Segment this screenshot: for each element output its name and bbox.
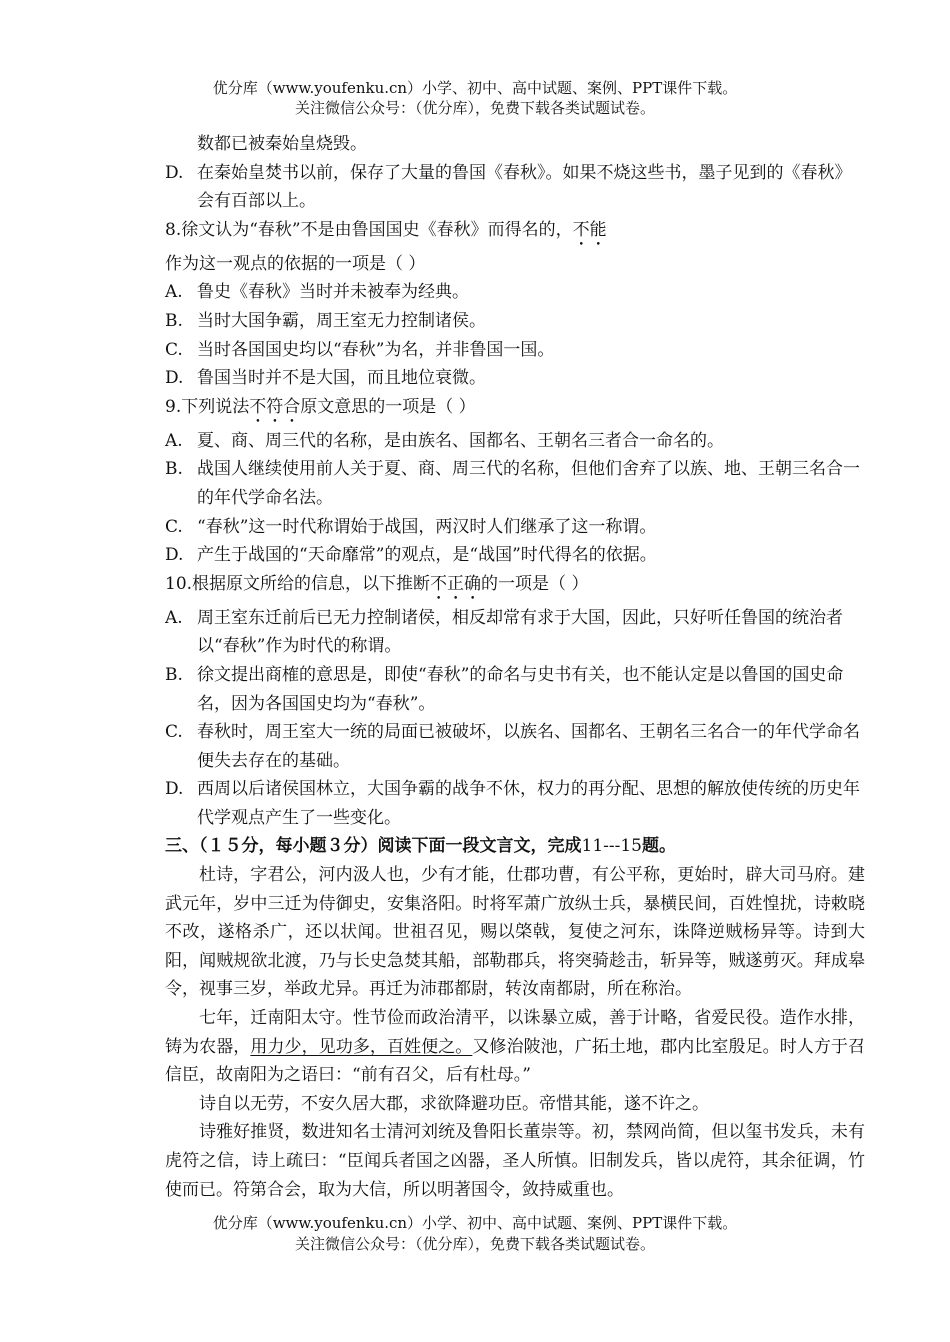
- q10-option-d: [165, 775, 865, 832]
- q10-emphasis: 不正确: [430, 573, 482, 594]
- option-label: C.: [165, 722, 183, 743]
- q9-option-d: [165, 541, 865, 570]
- option-text: 周王室东迁前后已无力控制诸侯，相反却常有求于大国，因此，只好听任鲁国的统治者以“春秋”作为时代的称谓。: [197, 607, 843, 657]
- q10-option-b: [165, 661, 865, 718]
- option-label: D.: [165, 162, 184, 183]
- q10-stem-post: 的一项是（ ）: [481, 573, 589, 594]
- option-text: 鲁史《春秋》当时并未被奉为经典。: [197, 282, 469, 303]
- q8-option-d: [165, 364, 865, 393]
- option-text: 当时大国争霸，周王室无力控制诸侯。: [197, 310, 486, 331]
- q8-option-b: [165, 307, 865, 336]
- prev-option-d: [165, 159, 865, 216]
- passage-paragraph-3: 诗自以无劳，不安久居大郡，求欲降避功臣。帝惜其能，遂不许之。: [199, 1093, 709, 1114]
- q10-stem-pre: 10.根据原文所给的信息，以下推断: [165, 573, 431, 594]
- passage-paragraph-4: 诗雅好推贤，数进知名士清河刘统及鲁阳长董崇等。初，禁网尚简，但以玺书发兵，未有虎符之信，诗上疏曰：“臣闻兵者国之凶器，圣人所慎。旧制发兵，皆以虎符，其余征调，竹使而已。符第合会，取为大信，所以明著国令，敛持威重也。: [165, 1122, 865, 1200]
- q8-option-a: [165, 278, 865, 307]
- option-text: 产生于战国的“天命靡常”的观点，是“战国”时代得名的依据。: [197, 545, 657, 566]
- question-8-stem: [165, 216, 865, 279]
- prev-option-c-tail: [165, 130, 865, 159]
- q8-stem-post: 作为这一观点的依据的一项是（ ）: [165, 253, 426, 274]
- option-label: B.: [165, 310, 183, 331]
- passage-paragraph-1: 杜诗，字君公，河内汲人也，少有才能，仕郡功曹，有公平称，更始时，辟大司马府。建武元年，岁中三迁为侍御史，安集洛阳。时将军萧广放纵士兵，暴横民间，百姓惶扰，诗敕晓不改，遂格杀广，还以状闻。世祖召见，赐以棨戟，复使之河东，诛降逆贼杨异等。诗到大阳，闻贼规欲北渡，乃与长史急焚其船，部勒郡兵，将突骑趁击，斩异等，贼遂剪灭。拜成皋令，视事三岁，举政尤异。再迁为沛郡都尉，转汝南都尉，所在称治。: [165, 865, 865, 1000]
- passage-underlined-sentence: 用力少，见功多，百姓便之。: [250, 1036, 473, 1057]
- passage-p2-post: 又修治陂池，广拓土地，郡内比室殷足。时人方于召信臣，故南阳为之语曰：“前有召父，后有杜母。”: [165, 1036, 866, 1086]
- option-label: C.: [165, 339, 183, 360]
- option-text: “春秋”这一时代称谓始于战国，两汉时人们继承了这一称谓。: [197, 516, 657, 537]
- q9-option-a: [165, 427, 865, 456]
- option-text: 战国人继续使用前人关于夏、商、周三代的名称，但他们舍弃了以族、地、王朝三名合一的年代学命名法。: [197, 459, 860, 508]
- q9-option-c: [165, 513, 865, 542]
- option-label: D.: [165, 545, 184, 566]
- q9-option-b: [165, 455, 865, 512]
- section-heading-pre: 三、（１５分，每小题３分）阅读下面一段文言文，完成: [165, 836, 582, 857]
- option-text: 数都已被秦始皇烧毁。: [197, 134, 367, 154]
- header-line-1: 优分库（www.youfenku.cn）小学、初中、高中试题、案例、PPT课件下载。: [212, 79, 738, 97]
- document-body: [165, 130, 865, 1204]
- footer-line-1: 优分库（www.youfenku.cn）小学、初中、高中试题、案例、PPT课件下载。: [212, 1214, 738, 1232]
- q10-option-c: [165, 718, 865, 775]
- q9-emphasis: 不符合: [249, 396, 301, 417]
- q10-option-a: [165, 604, 865, 661]
- footer-line-2: 关注微信公众号：（优分库），免费下载各类试题试卷。: [294, 1235, 655, 1253]
- option-label: A.: [165, 430, 183, 451]
- q8-stem-pre: 8.徐文认为“春秋”不是由鲁国国史《春秋》而得名的，: [165, 219, 573, 240]
- option-label: B.: [165, 664, 183, 685]
- option-text: 西周以后诸侯国林立，大国争霸的战争不休，权力的再分配、思想的解放使传统的历史年代学观点产生了一些变化。: [197, 779, 860, 828]
- option-label: D.: [165, 368, 184, 389]
- option-text: 徐文提出商榷的意思是，即使“春秋”的命名与史书有关，也不能认定是以鲁国的国史命名，因为各国国史均为“春秋”。: [197, 664, 844, 714]
- passage-p2-pre: 七年，迁南阳太守。性节俭而政治清平，以诛暴立威，善于计略，省爱民役。造作水排，铸为农器，: [165, 1008, 865, 1057]
- q8-option-c: [165, 336, 865, 365]
- section-3-heading: [165, 832, 865, 861]
- q8-emphasis: 不能: [572, 219, 607, 240]
- option-text: 夏、商、周三代的名称，是由族名、国都名、王朝名三者合一命名的。: [197, 430, 724, 451]
- option-label: C.: [165, 516, 183, 537]
- question-9-stem: [165, 393, 865, 427]
- q9-stem-pre: 9.下列说法: [165, 396, 250, 417]
- section-heading-range: 11---15: [581, 836, 642, 857]
- question-10-stem: [165, 570, 865, 604]
- option-text: 当时各国国史均以“春秋”为名，并非鲁国一国。: [197, 339, 555, 360]
- option-text: 鲁国当时并不是大国，而且地位衰微。: [197, 368, 486, 389]
- option-text: 在秦始皇焚书以前，保存了大量的鲁国《春秋》。如果不烧这些书，墨子见到的《春秋》会有百部以上。: [197, 162, 852, 212]
- option-label: D.: [165, 779, 184, 800]
- option-label: A.: [165, 282, 183, 303]
- section-heading-post: 题。: [642, 836, 676, 857]
- option-label: A.: [165, 607, 183, 628]
- option-label: B.: [165, 459, 183, 480]
- passage-paragraph-2: [165, 1004, 865, 1090]
- q9-stem-post: 原文意思的一项是（ ）: [300, 396, 476, 417]
- header-line-2: 关注微信公众号：（优分库），免费下载各类试题试卷。: [294, 99, 655, 117]
- option-text: 春秋时，周王室大一统的局面已被破坏，以族名、国都名、王朝名三名合一的年代学命名便失去存在的基础。: [197, 722, 860, 771]
